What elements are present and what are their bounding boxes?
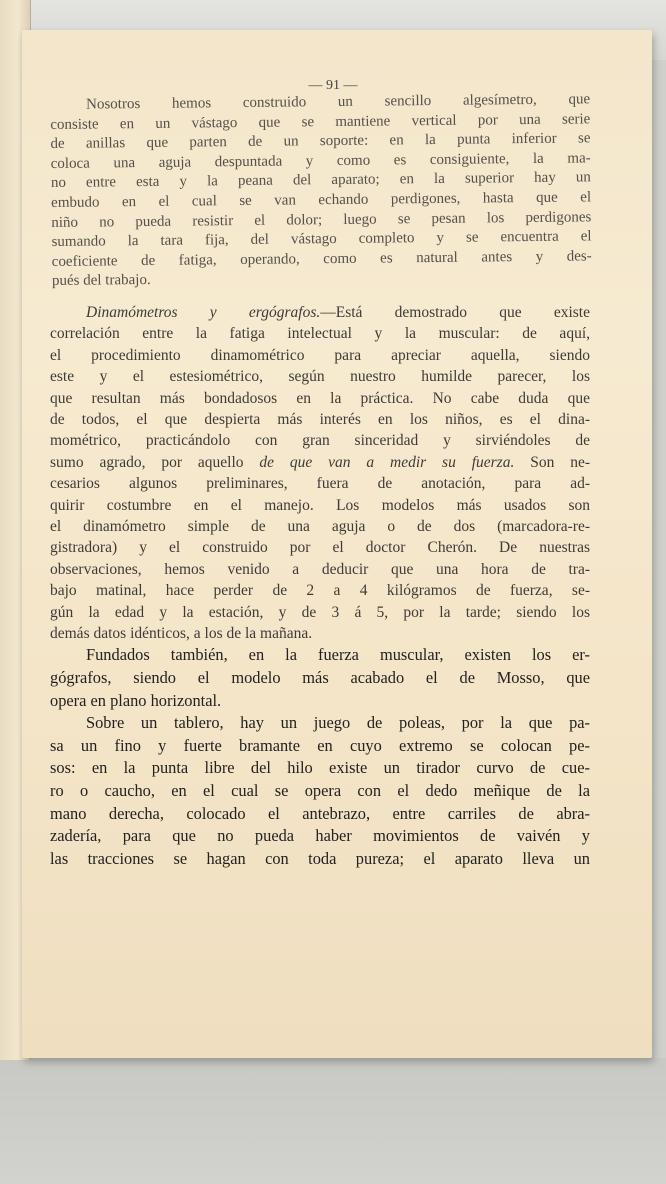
text-line: correlación entre la fatiga intelectual y la muscular: de aquí, [50,325,590,343]
text-line: las tracciones se hagan con toda pureza; el aparato lleva un [50,848,590,868]
text-line: el dinamómetro simple de una aguja o de dos (marcadora-re- [50,518,590,535]
text-line: de todos, el que despierta más interés en los niños, es el dina- [50,410,590,428]
text-line: pués del trabajo. [51,272,151,290]
text-line: cesarios algunos preliminares, fuera de anotación, para ad- [50,475,590,493]
text-line: gún la edad y la estación, y de 3 á 5, por la tarde; siendo los [50,603,590,621]
text-line: sa un fino y fuerte bramante en cuyo extremo se colocan pe- [50,735,590,755]
text-line: no entre esta y la peana del aparato; en la superior hay un [50,169,591,192]
section-heading: Dinamómetros y ergógrafos. [86,303,321,321]
text-line [50,452,590,473]
text-line: el procedimiento dinamométrico para apreciar aquella, siendo [50,346,590,364]
text-line: que resultan más bondadosos en la práctica. No cabe duda que [50,389,590,407]
text-line: este y el estesiométrico, según nuestro humilde parecer, los [50,368,590,386]
page-number: — 91 — [308,78,358,93]
text-line: coloca una aguja despuntada y como es consiguiente, la ma- [50,150,591,172]
page-body [50,91,592,870]
text-line: Fundados también, en la fuerza muscular, existen los er- [86,645,590,665]
paragraph-dynamometers [50,302,590,645]
text-line: gógrafos, siendo el modelo más acabado el de Mosso, que [50,668,590,688]
text-line: coeficiente de fatiga, operando, como es natural antes y des- [51,248,592,270]
paragraph-algesimeter [50,90,592,292]
table-surface [0,1058,666,1184]
text-line: gistradora) y el construido por el doctor Cherón. De nuestras [50,539,590,557]
text-line: embudo en el cual se van echando perdigones, hasta que el [51,189,592,211]
italic-phrase: de que van a medir su fuerza. [259,453,515,471]
text-line: Nosotros hemos construido un sencillo algesímetro, que [86,91,591,113]
paragraph-ergographs [50,644,590,712]
text-line: opera en plano horizontal. [50,690,222,710]
text-line: mano derecha, colocado el antebrazo, entre carriles de abra- [50,803,590,823]
text-line: ro o caucho, en el cual se opera con el dedo meñique de la [50,781,590,800]
text-line: mométrico, practicándolo con gran sinceridad y sirviéndoles de [50,432,590,450]
text-line: zadería, para que no pueda haber movimientos de vaivén y [50,826,590,846]
text-line: demás datos idénticos, a los de la mañana. [50,625,313,643]
text-line: quirir costumbre en el manejo. Los modelos más usados son [50,496,590,514]
text-line: consiste en un vástago que se mantiene vertical por una serie [50,110,591,133]
text-line: de anillas que parten de un soporte: en la punta inferior se [50,130,591,153]
text-line: sumando la tara fija, del vástago completo y se encuentra el [51,228,592,251]
text-fragment: —Está demostrado que existe [320,303,590,321]
text-line: Sobre un tablero, hay un juego de poleas, por la que pa- [86,713,590,733]
text-line [50,302,590,323]
text-line: bajo matinal, hace perder de 2 a 4 kilógramos de fuerza, se- [50,582,590,600]
text-line: observaciones, hemos venido a deducir que una hora de tra- [50,560,590,578]
text-fragment: sumo agrado, por aquello [50,453,244,471]
paragraph-pulleys [50,712,590,870]
text-line: sos: en la punta libre del hilo existe un tirador curvo de cue- [50,758,590,778]
text-line: niño no pueda resistir el dolor; luego se pesan los perdigones [51,208,592,231]
text-fragment: Son ne- [514,453,590,471]
